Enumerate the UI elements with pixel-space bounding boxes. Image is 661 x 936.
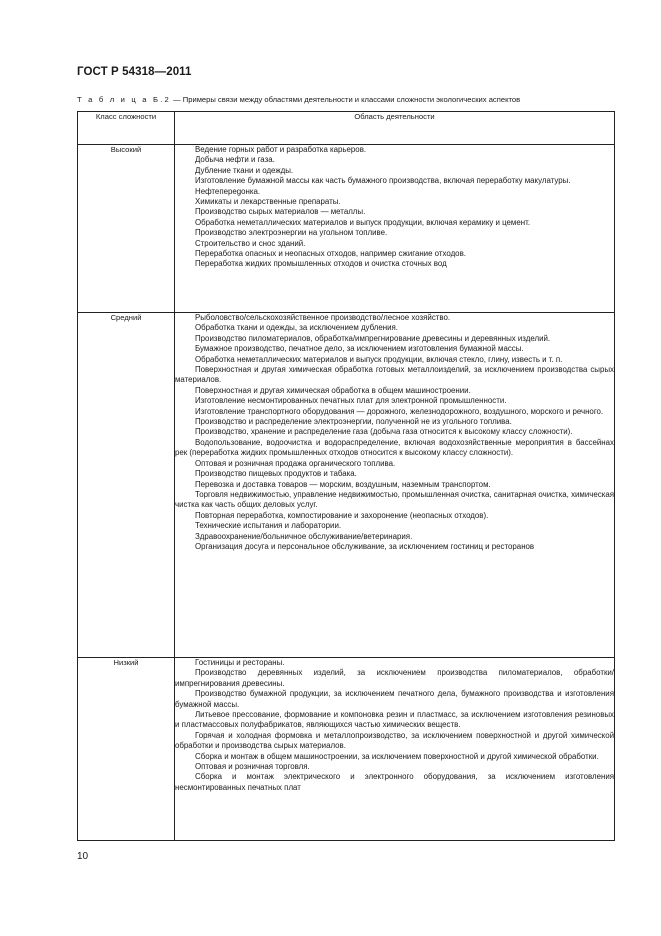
- activity-item: Производство бумажной продукции, за исключением печатного дела, бумажного производства и изготовления бумажной массы.: [175, 689, 614, 709]
- activity-item: Технические испытания и лаборатории.: [195, 521, 342, 531]
- activity-item: Здравоохранение/больничное обслуживание/ветеринария.: [195, 531, 413, 541]
- table-caption-label: Т а б л и ц а Б.2: [77, 95, 171, 104]
- activity-item: Изготовление несмонтированных печатных плат для электронной промышленности.: [195, 396, 507, 406]
- activity-item: Производство сырых материалов — металлы.: [195, 207, 366, 217]
- activity-list-cell: [175, 313, 615, 658]
- activity-item: Повторная переработка, компостирование и захоронение (неопасных отходов).: [195, 510, 489, 520]
- activity-item: Торговля недвижимостью, управление недвижимостью, промышленная очистка, санитарная очистка, химическая чистка как часть общих деловых услуг.: [175, 489, 614, 510]
- activity-item: Рыболовство/сельскохозяйственное производство/лесное хозяйство.: [195, 313, 451, 322]
- column-header-class: Класс сложности: [78, 112, 175, 145]
- activity-item: Перевозка и доставка товаров — морским, воздушным, наземным транспортом.: [195, 479, 491, 489]
- table-caption: [77, 95, 520, 104]
- activity-item: Производство, хранение и распределение газа (добыча газа относится к высокому классу сложности).: [195, 427, 573, 437]
- activity-item: Производство пищевых продуктов и табака.: [195, 469, 357, 479]
- activity-item: Строительство и снос зданий.: [195, 238, 306, 248]
- table-row: [78, 145, 615, 313]
- activity-item: Сборка и монтаж в общем машиностроении, за исключением поверхностной и другой химической обработки.: [195, 751, 599, 761]
- document-header: ГОСТ Р 54318—2011: [77, 66, 192, 78]
- activity-list-cell: [175, 145, 615, 313]
- activity-item: Переработка жидких промышленных отходов и очистка сточных вод: [195, 259, 447, 269]
- activity-item: Дубление ткани и одежды.: [195, 165, 294, 175]
- complexity-class-cell: Средний: [78, 313, 175, 658]
- activity-item: Нефтепереgонка.: [195, 186, 261, 196]
- table-header-row: [78, 112, 615, 145]
- page-number: 10: [77, 851, 89, 862]
- activity-item: Ведение горных работ и разработка карьеров.: [195, 145, 367, 154]
- activity-item: Организация досуга и персональное обслуживание, за исключением гостиниц и ресторанов: [195, 541, 535, 551]
- complexity-class-cell: Низкий: [78, 658, 175, 841]
- activity-item: Бумажное производство, печатное дело, за исключением изготовления бумажной массы.: [195, 344, 524, 354]
- activity-item: Переработка опасных и неопасных отходов, например сжигание отходов.: [195, 249, 466, 259]
- classification-table: [77, 111, 615, 841]
- activity-item: Горячая и холодная формовка и металлопроизводство, за исключением поверхностной и другой химической обработки и производства сырых материалов.: [175, 730, 614, 751]
- activity-item: Сборка и монтаж электрического и электронного оборудования, за исключением изготовления несмонтированных печатных плат: [175, 772, 614, 792]
- activity-item: Оптовая и розничная продажа органического топлива.: [195, 458, 396, 468]
- activity-item: Обработка неметаллических материалов и выпуск продукции, включая керамику и цемент.: [195, 217, 531, 227]
- complexity-class-cell: Высокий: [78, 145, 175, 313]
- table-row: [78, 658, 615, 841]
- activity-item: Производство деревянных изделий, за исключением производства пиломатериалов, обработки/импрегнирования древесины.: [175, 668, 614, 688]
- activity-item: Обработка ткани и одежды, за исключением дубления.: [195, 323, 398, 333]
- activity-item: Производство пиломатериалов, обработка/импрегнирование древесины и деревянных изделий.: [195, 333, 551, 343]
- activity-item: Гостиницы и рестораны.: [195, 658, 285, 667]
- activity-item: Оптовая и розничная торговля.: [195, 762, 310, 772]
- activity-item: Изготовление транспортного оборудования — дорожного, железнодорожного, воздушного, морского и речного.: [195, 406, 604, 416]
- activity-item: Поверхностная и другая химическая обработка готовых металлоизделий, за исключением производства сырых материалов.: [175, 365, 614, 385]
- table-row: [78, 313, 615, 658]
- activity-item: Изготовление бумажной массы как часть бумажного производства, включая переработку макулатуры.: [195, 176, 571, 186]
- activity-item: Обработка неметаллических материалов и выпуск продукции, включая стекло, глину, известь и т. п.: [195, 354, 563, 364]
- table-body: [78, 145, 615, 841]
- activity-item: Производство электроэнергии на угольном топливе.: [195, 228, 388, 238]
- activity-item: Поверхностная и другая химическая обработка в общем машиностроении.: [195, 385, 471, 395]
- activity-item: Химикаты и лекарственные препараты.: [195, 197, 341, 207]
- activity-item: Водопользование, водоочистка и водораспределение, включая водохозяйственные мероприятия в бассейнах рек (переработка жидких промышленных отходов относится к высокому классу сложности).: [175, 437, 614, 458]
- activity-item: Добыча нефти и газа.: [195, 155, 275, 165]
- column-header-area: Область деятельности: [175, 112, 615, 145]
- table-caption-text: — Примеры связи между областями деятельности и классами сложности экологических аспектов: [170, 95, 521, 104]
- activity-item: Производство и распределение электроэнергии, полученной не из угольного топлива.: [195, 417, 512, 427]
- activity-list-cell: [175, 658, 615, 841]
- activity-item: Литьевое прессование, формование и компоновка резин и пластмасс, за исключением изготовления резиновых и пластмассовых полуфабрикатов, являющихся частью химических веществ.: [175, 710, 614, 730]
